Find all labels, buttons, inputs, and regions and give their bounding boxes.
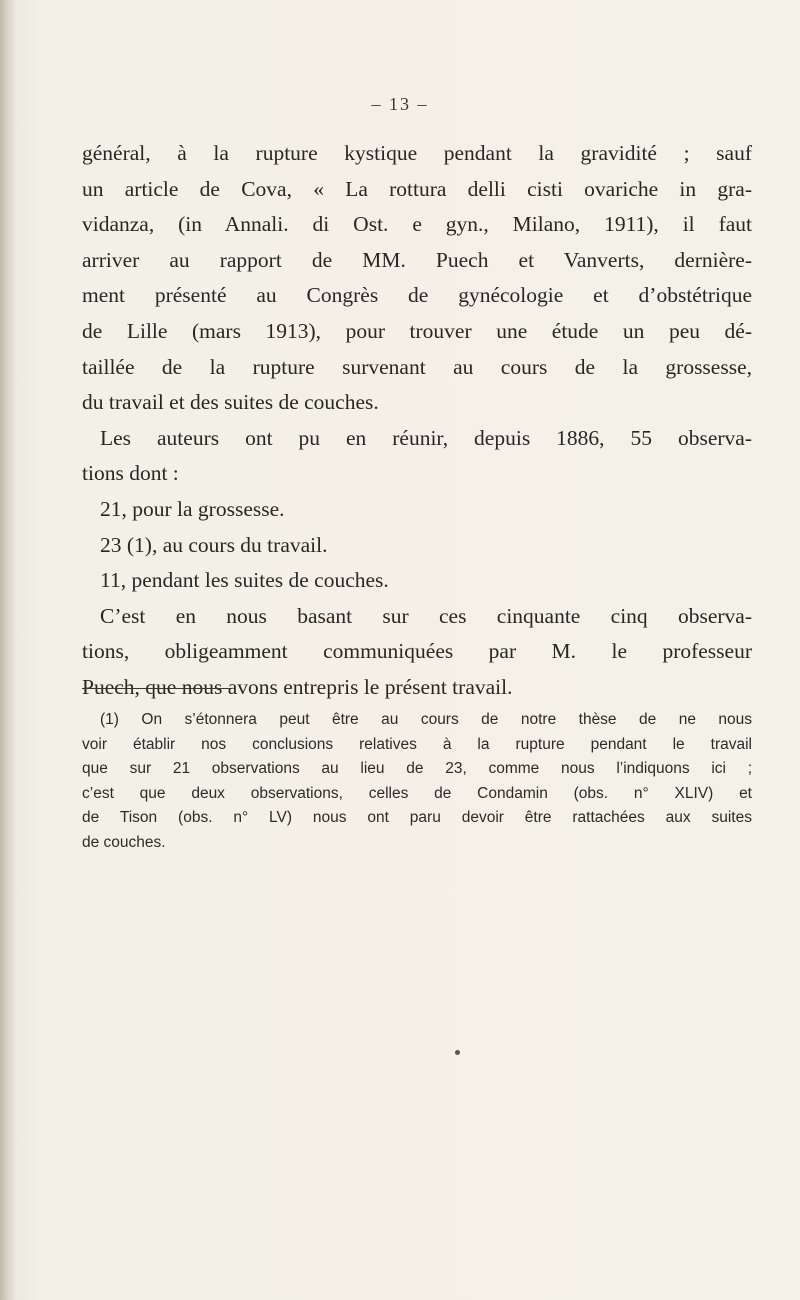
body-line: ment présenté au Congrès de gynécologie et d’obstétrique [82, 283, 752, 308]
body-line: général, à la rupture kystique pendant la gravidité ; sauf [82, 141, 752, 165]
body-line: tions, obligeamment communiquées par M. le professeur [82, 639, 752, 664]
body-line: un article de Cova, « La rottura delli cisti ovariche in gra- [82, 176, 752, 201]
body-line: du travail et des suites de couches. [82, 390, 379, 415]
footnote-line: de Tison (obs. n° LV) nous ont paru devoir être rattachées aux suites [82, 809, 752, 826]
body-text [82, 136, 752, 706]
body-line: de Lille (mars 1913), pour trouver une étude un peu dé- [82, 318, 752, 343]
ink-speck [455, 1050, 460, 1055]
body-line: Puech, que nous avons entrepris le présent travail. [82, 674, 513, 699]
footnote-line: de couches. [82, 833, 166, 851]
page-binding-edge [0, 0, 16, 1300]
body-line: Les auteurs ont pu en réunir, depuis 1886, 55 observa- [100, 425, 752, 450]
footnote-separator [82, 688, 232, 689]
body-line: 21, pour la grossesse. [100, 496, 285, 521]
body-line: tions dont : [82, 461, 179, 486]
footnote-line: c’est que deux observations, celles de Condamin (obs. n° XLIV) et [82, 784, 752, 802]
footnote-line: que sur 21 observations au lieu de 23, comme nous l’indiquons ici ; [82, 760, 752, 777]
footnote [82, 708, 752, 855]
footnote-line: voir établir nos conclusions relatives à la rupture pendant le travail [82, 735, 752, 753]
body-line: arriver au rapport de MM. Puech et Vanverts, dernière- [82, 247, 752, 272]
body-line: vidanza, (in Annali. di Ost. e gyn., Milano, 1911), il faut [82, 212, 752, 237]
footnote-line: (1) On s’étonnera peut être au cours de notre thèse de ne nous [100, 711, 752, 728]
body-line: 23 (1), au cours du travail. [100, 532, 328, 557]
page-number: – 13 – [371, 94, 429, 114]
body-line: C’est en nous basant sur ces cinquante cinq observa- [100, 603, 752, 628]
body-line: 11, pendant les suites de couches. [100, 568, 389, 593]
body-line: taillée de la rupture survenant au cours de la grossesse, [82, 354, 752, 379]
